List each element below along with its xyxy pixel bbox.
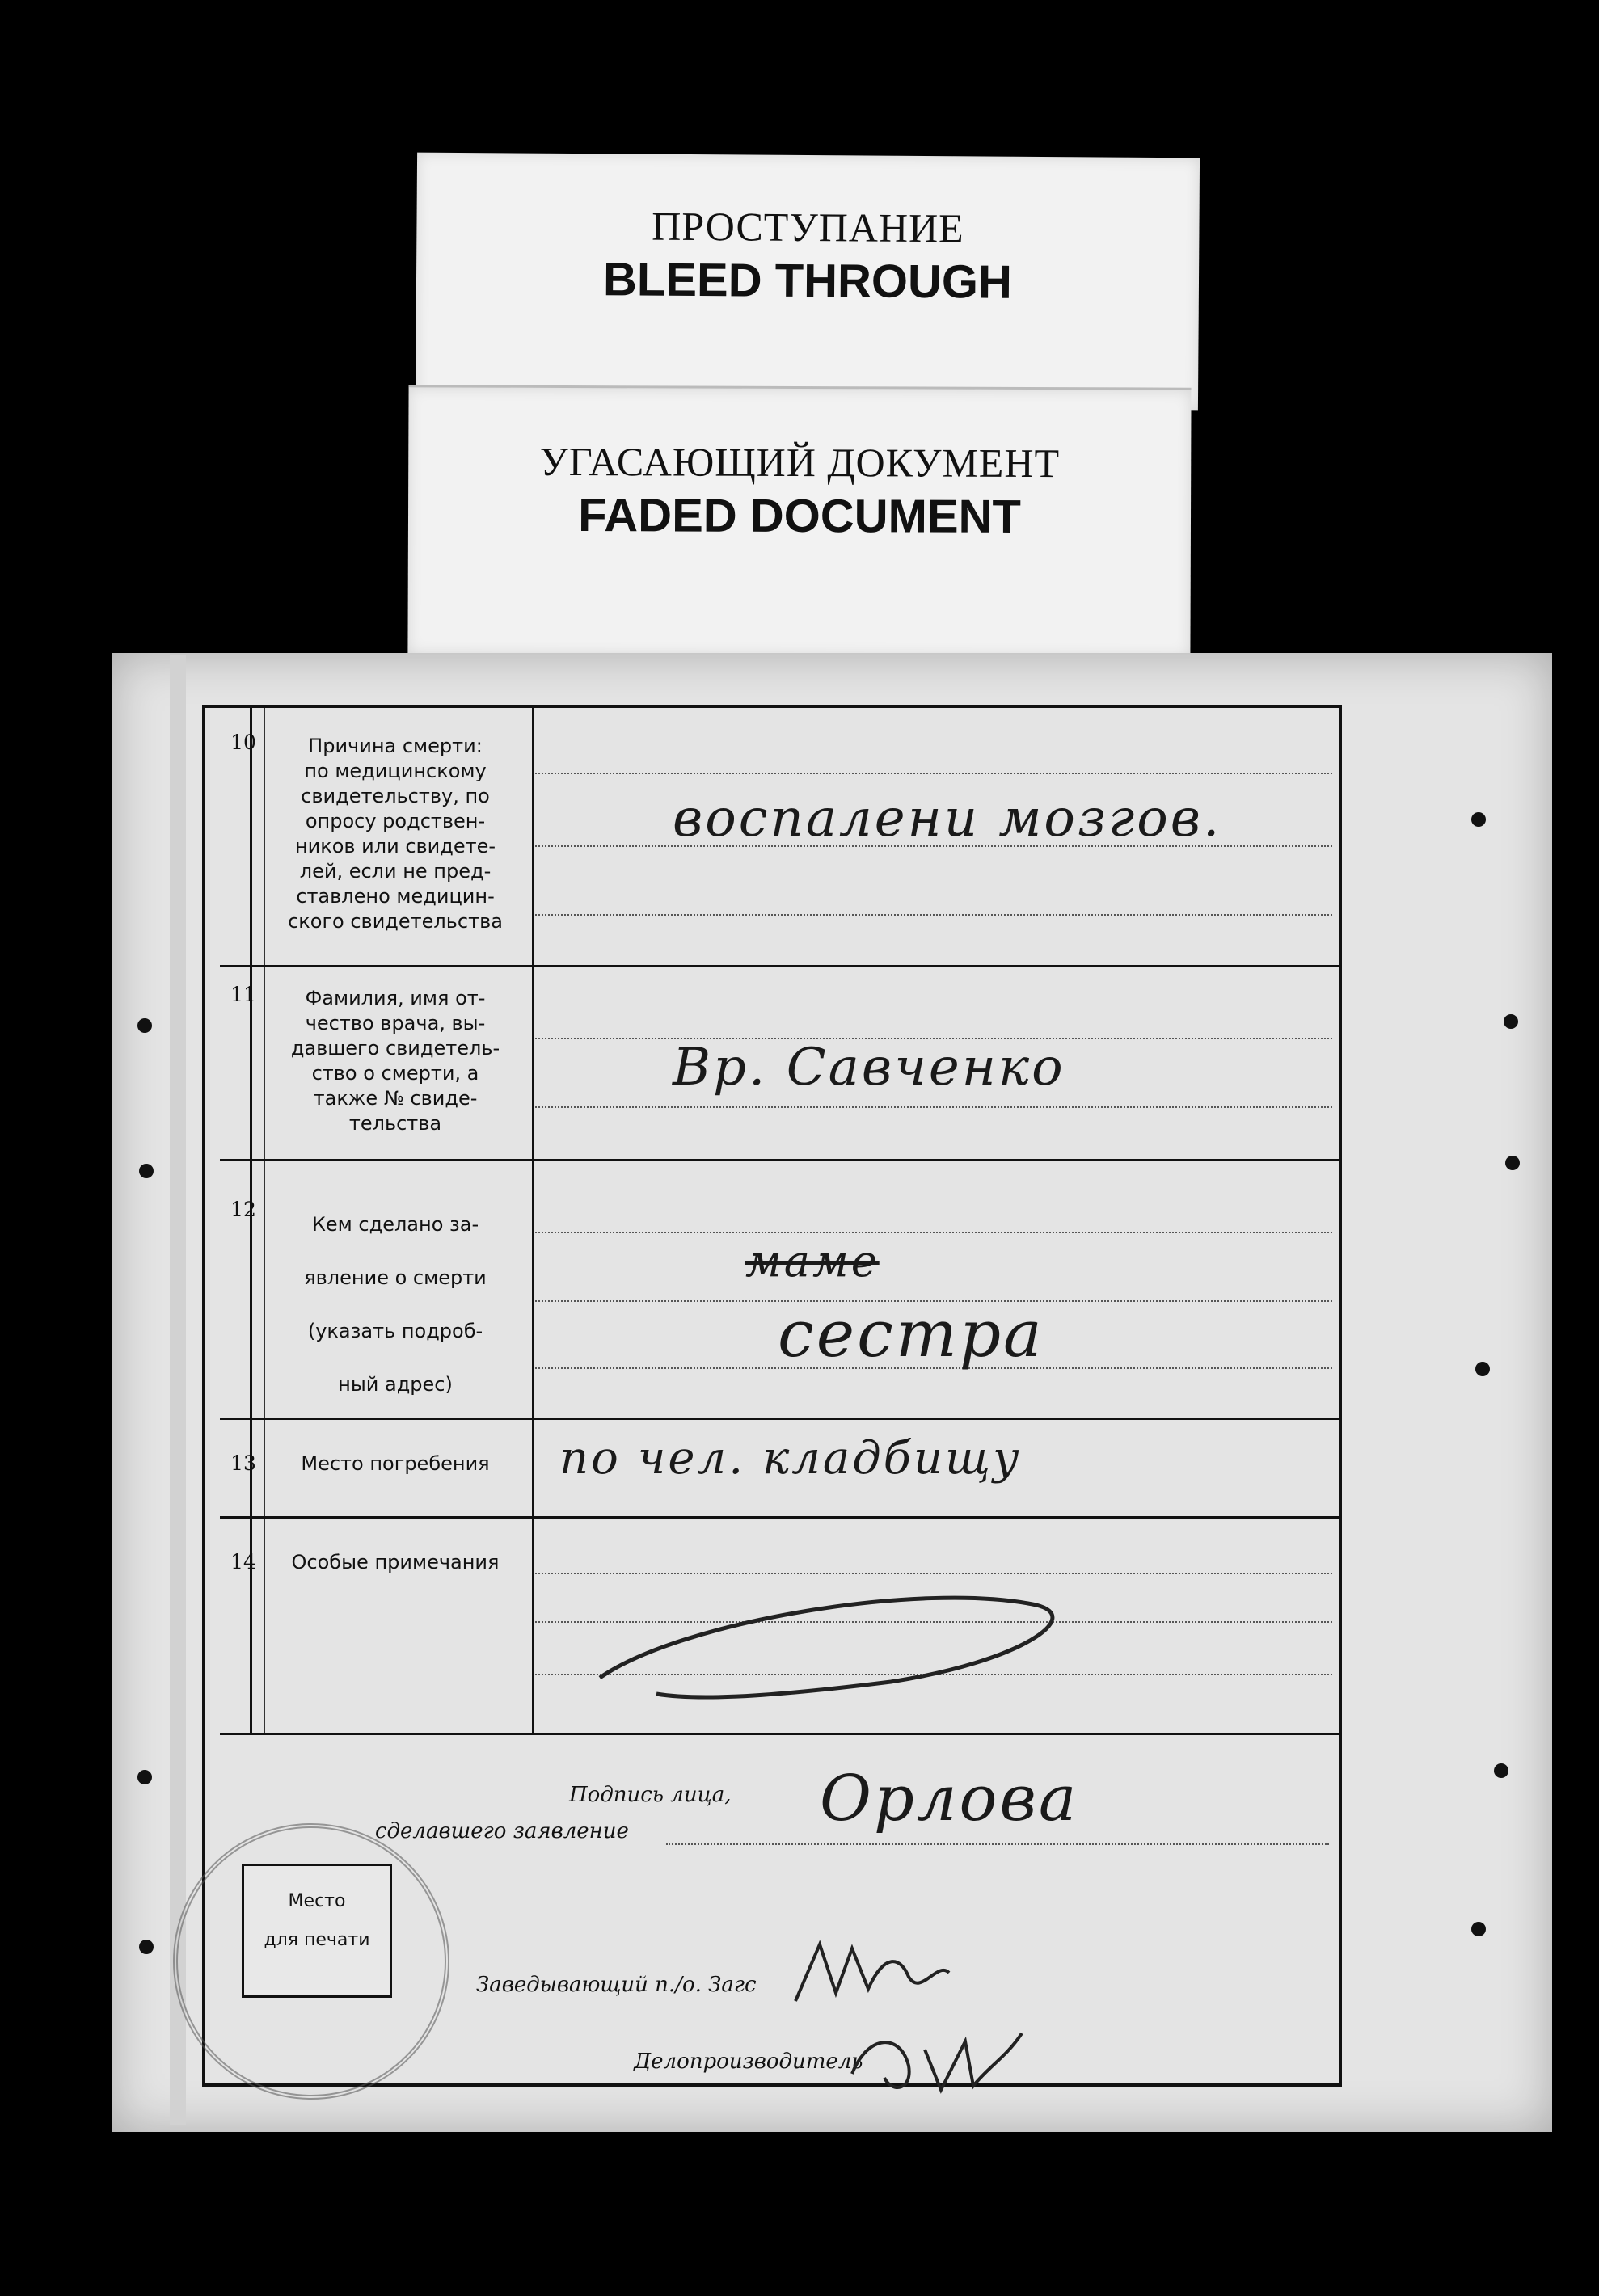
fill-line <box>535 1106 1332 1108</box>
signature-line <box>666 1843 1329 1845</box>
punch-hole <box>137 1770 152 1784</box>
doctor-name-handwriting: Вр. Савченко <box>673 1038 1065 1097</box>
row-label: Причина смерти: по медицинскому свидетельству, по опросу родствен- ников или свидете- лей, если не пред- ставлено медицин- ского свидетельства <box>288 735 503 933</box>
punch-hole <box>1494 1763 1508 1778</box>
punch-hole <box>1471 812 1486 827</box>
clerk-signature <box>836 2017 1030 2106</box>
punch-hole <box>139 1164 154 1178</box>
faded-document-ru: УГАСАЮЩИЙ ДОКУМЕНТ <box>539 438 1061 487</box>
punch-hole <box>1505 1156 1520 1170</box>
fill-line <box>535 1232 1332 1233</box>
burial-place-handwriting: по чел. кладбищу <box>559 1432 1022 1485</box>
punch-hole <box>1475 1362 1490 1376</box>
row-label: Особые примечания <box>291 1551 500 1573</box>
signature-block <box>205 1742 1339 2083</box>
row-label: Фамилия, имя от- чество врача, вы- давшего свидетель- ство о смерти, а также № свиде- тельства <box>290 987 500 1135</box>
fill-line <box>535 914 1332 916</box>
applicant-signature: Орлова <box>820 1763 1079 1835</box>
sheet-edge <box>170 655 186 2125</box>
punch-hole <box>1471 1922 1486 1936</box>
stamp-place-label-2: для печати <box>264 1930 370 1950</box>
row-number: 14 <box>230 1550 256 1573</box>
cause-of-death-handwriting: воспалени мозгов. <box>673 789 1222 849</box>
bleed-through-ru: ПРОСТУПАНИЕ <box>652 203 964 251</box>
strike-through-scribble <box>584 1573 1085 1710</box>
stamp-place-label: Место <box>288 1891 346 1911</box>
clerk-signature-label: Делопроизводитель <box>634 2050 863 2074</box>
faded-document-en: FADED DOCUMENT <box>578 489 1022 543</box>
punch-hole <box>1504 1014 1518 1029</box>
head-signature-label: Заведывающий п./о. Загс <box>476 1973 757 1997</box>
bleed-through-en: BLEED THROUGH <box>602 253 1013 309</box>
row-number: 10 <box>230 731 256 754</box>
fill-line <box>535 773 1332 774</box>
row-10 <box>220 708 1339 967</box>
faded-document-card <box>407 385 1191 656</box>
row-11 <box>220 965 1339 1161</box>
row-label: Кем сделано за- явление о смерти (указать подроб- ный адрес) <box>304 1213 487 1396</box>
stamp-place <box>242 1864 392 1998</box>
row-13 <box>220 1418 1339 1519</box>
applicant-handwriting: сестра <box>778 1296 1044 1371</box>
bleed-through-card <box>416 153 1200 411</box>
applicant-signature-label: Подпись лица, <box>569 1783 732 1807</box>
row-12 <box>220 1159 1339 1420</box>
punch-hole <box>137 1018 152 1033</box>
row-14 <box>220 1516 1339 1735</box>
head-signature <box>787 1928 965 2017</box>
row-number: 13 <box>230 1451 256 1475</box>
struck-handwriting: маме <box>745 1236 880 1287</box>
punch-hole <box>139 1940 154 1954</box>
row-label: Место погребения <box>301 1452 490 1475</box>
row-number: 12 <box>230 1198 256 1221</box>
row-number: 11 <box>230 983 256 1006</box>
death-record-form <box>202 705 1342 2087</box>
applicant-signature-label-2: сделавшего заявление <box>375 1819 629 1843</box>
